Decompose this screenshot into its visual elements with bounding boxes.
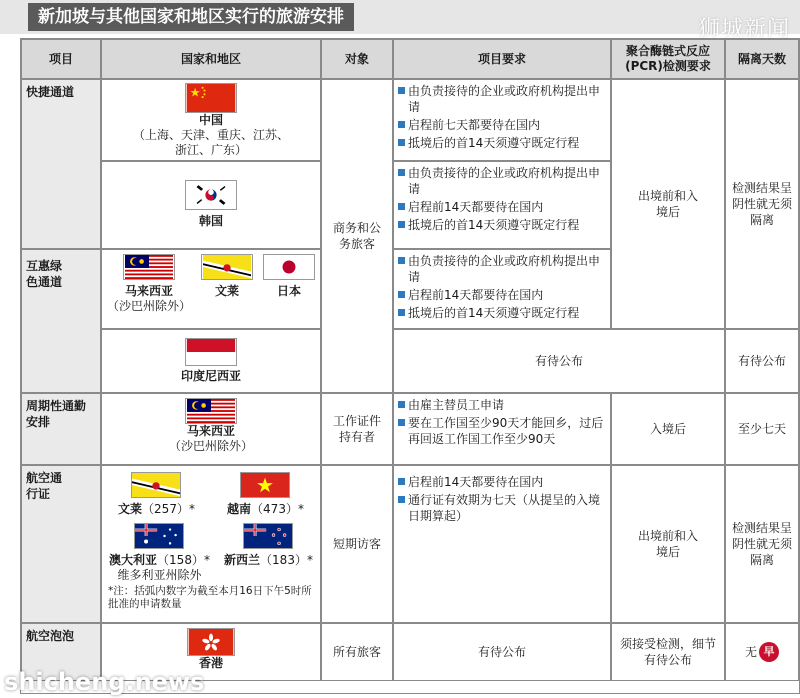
quarantine-indonesia (725, 329, 799, 393)
requirement-item: 抵境后的首14天须遵守既定行程 (398, 135, 606, 151)
target-short-term (321, 465, 393, 623)
brunei-flag-icon (131, 472, 181, 498)
pcr-fast-green (611, 79, 725, 329)
country-detail-malaysia: （沙巴州除外） (106, 299, 191, 313)
requirements-bubble-label: 有待公布 (477, 645, 526, 659)
korea-flag-icon (185, 180, 237, 210)
target-all-label: 所有旅客 (332, 645, 381, 659)
country-name-malaysia-commute: 马来西亚 (186, 424, 235, 438)
requirement-item: 启程前七天都要待在国内 (398, 117, 606, 133)
category-fast-lane-label: 快捷通道 (26, 85, 75, 99)
pcr-commute (611, 393, 725, 465)
country-cell-china (101, 79, 321, 161)
requirement-item: 启程前14天都要待在国内 (398, 474, 606, 490)
requirements-indonesia-label: 有待公布 (534, 354, 583, 368)
count-brunei: （257）* (142, 502, 195, 516)
pcr-air-pass-label: 出境前和入境后 (637, 529, 698, 559)
header-pcr: 聚合酶链式反应(PCR)检测要求 (611, 39, 725, 79)
brunei-flag-icon (201, 254, 253, 280)
header-country: 国家和地区 (101, 39, 321, 79)
title-bar (0, 0, 800, 34)
target-short-term-label: 短期访客 (332, 537, 381, 551)
quarantine-bubble-label: 无 (744, 645, 757, 659)
category-green-lane-label: 互惠绿色通道 (26, 259, 63, 289)
country-cell-air-pass (101, 465, 321, 623)
quarantine-commute-label: 至少七天 (737, 422, 786, 436)
new-zealand-flag-icon (243, 523, 293, 549)
country-name-china: 中国 (198, 113, 223, 127)
page-title: 新加坡与其他国家和地区实行的旅游安排 (28, 3, 354, 31)
zaobao-logo-icon: 早 (759, 642, 779, 662)
count-new-zealand: （183）* (260, 553, 313, 567)
country-name-indonesia: 印度尼西亚 (180, 369, 241, 383)
country-cell-indonesia (101, 329, 321, 393)
country-detail-australia: 维多利亚州除外 (117, 568, 202, 582)
requirement-item: 由负责接待的企业或政府机构提出申请 (398, 165, 606, 197)
country-name-vietnam: 越南 (227, 502, 252, 516)
target-work-pass-label: 工作证件持有者 (332, 414, 381, 444)
pcr-air-pass (611, 465, 725, 623)
count-australia: （158）* (157, 553, 210, 567)
pcr-bubble (611, 623, 725, 681)
pcr-commute-label: 入境后 (649, 422, 686, 436)
category-green-lane (21, 249, 101, 393)
category-air-pass-label: 航空通行证 (26, 471, 63, 501)
count-vietnam: （473）* (251, 502, 304, 516)
header-quarantine: 隔离天数 (725, 39, 799, 79)
quarantine-indonesia-label: 有待公布 (737, 354, 786, 368)
hong-kong-flag-icon (187, 628, 235, 656)
requirement-item: 启程前14天都要待在国内 (398, 199, 606, 215)
australia-flag-icon (134, 523, 184, 549)
country-name-brunei-pass: 文莱 (118, 502, 143, 516)
requirements-bubble (393, 623, 611, 681)
requirements-indonesia (393, 329, 725, 393)
malaysia-flag-icon (123, 254, 175, 280)
requirement-item: 抵境后的首14天须遵守既定行程 (398, 305, 606, 321)
requirement-item: 由雇主替员工申请 (398, 397, 606, 413)
malaysia-flag-icon (185, 398, 237, 424)
quarantine-fast-green-label: 检测结果呈阴性就无须隔离 (732, 181, 793, 227)
quarantine-air-pass-label: 检测结果呈阴性就无须隔离 (732, 521, 793, 567)
category-commute (21, 393, 101, 465)
requirements-air-pass (393, 465, 611, 623)
pcr-bubble-label: 须接受检测，细节有待公布 (620, 637, 717, 667)
indonesia-flag-icon (185, 338, 237, 366)
country-name-korea: 韩国 (198, 214, 223, 228)
header-item: 项目 (21, 39, 101, 79)
quarantine-commute (725, 393, 799, 465)
requirements-commute (393, 393, 611, 465)
country-name-australia: 澳大利亚 (109, 553, 158, 567)
air-pass-note: *注：括弧内数字为截至本月16日下午5时所批准的申请数量 (108, 585, 312, 610)
vietnam-flag-icon (240, 472, 290, 498)
country-name-brunei: 文莱 (214, 284, 239, 298)
watermark-top: 狮城新闻 (697, 17, 790, 42)
country-cell-green-lane (101, 249, 321, 329)
header-target: 对象 (321, 39, 393, 79)
country-name-malaysia: 马来西亚 (124, 284, 173, 298)
country-detail-china: （上海、天津、重庆、江苏、浙江、广东） (132, 128, 289, 157)
quarantine-air-pass (725, 465, 799, 623)
country-name-new-zealand: 新西兰 (224, 553, 261, 567)
pcr-fast-green-label: 出境前和入境后 (637, 189, 698, 219)
header-requirements: 项目要求 (393, 39, 611, 79)
category-bubble-label: 航空泡泡 (26, 629, 75, 643)
quarantine-bubble (725, 623, 799, 681)
requirement-item: 通行证有效期为七天（从提呈的入境日期算起） (398, 492, 606, 524)
requirements-green-lane (393, 249, 611, 329)
requirement-item: 要在工作国至少90天才能回乡，过后再回返工作国工作至少90天 (398, 415, 606, 447)
china-flag-icon (185, 83, 237, 113)
requirements-korea (393, 161, 611, 249)
country-cell-commute (101, 393, 321, 465)
target-all (321, 623, 393, 681)
target-work-pass (321, 393, 393, 465)
requirement-item: 抵境后的首14天须遵守既定行程 (398, 217, 606, 233)
category-fast-lane (21, 79, 101, 249)
target-business (321, 79, 393, 393)
quarantine-fast-green (725, 79, 799, 329)
requirement-item: 由负责接待的企业或政府机构提出申请 (398, 253, 606, 285)
country-name-japan: 日本 (276, 284, 301, 298)
requirement-item: 启程前14天都要待在国内 (398, 287, 606, 303)
country-cell-korea (101, 161, 321, 249)
category-commute-label: 周期性通勤安排 (26, 399, 87, 429)
category-air-pass (21, 465, 101, 623)
japan-flag-icon (263, 254, 315, 280)
country-detail-malaysia-commute: （沙巴州除外） (168, 439, 253, 453)
country-name-hong-kong: 香港 (198, 656, 223, 670)
target-business-label: 商务和公务旅客 (332, 221, 381, 251)
requirements-china (393, 79, 611, 161)
requirement-item: 由负责接待的企业或政府机构提出申请 (398, 83, 606, 115)
travel-arrangements-table (20, 38, 800, 694)
watermark-bottom: shicheng.news (4, 668, 205, 696)
